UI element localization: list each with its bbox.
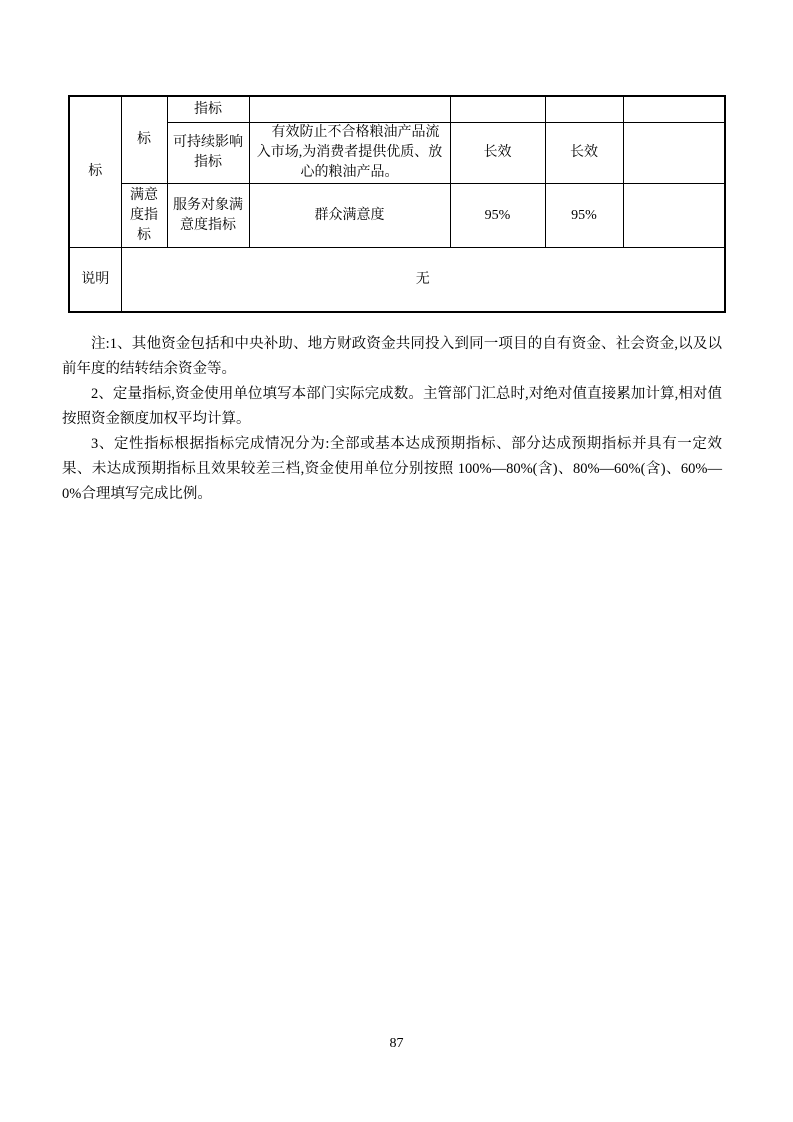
cell-empty-actual-header <box>545 96 623 123</box>
cell-satisfaction-actual: 95% <box>545 184 623 248</box>
cell-satisfaction-indicator: 群众满意度 <box>249 184 450 248</box>
table-row-remark <box>69 248 725 313</box>
notes-section <box>62 332 722 507</box>
cell-remark-label: 说明 <box>69 248 121 313</box>
note-3: 3、定性指标根据指标完成情况分为:全部或基本达成预期指标、部分达成预期指标并具有一定效果、未达成预期指标且效果较差三档,资金使用单位分别按照 100%—80%(含)、80%—60%(含)、60%—0%合理填写完成比例。 <box>62 436 722 502</box>
cell-satisfaction-category: 服务对象满意度指标 <box>167 184 249 248</box>
performance-indicator-table <box>68 95 726 313</box>
cell-sustain-category: 可持续影响指标 <box>167 123 249 184</box>
cell-sustain-actual: 长效 <box>545 123 623 184</box>
cell-sustain-indicator: 有效防止不合格粮油产品流入市场,为消费者提供优质、放心的粮油产品。 <box>249 123 450 184</box>
cell-empty-indicator-header <box>249 96 450 123</box>
cell-remark-value: 无 <box>121 248 725 313</box>
cell-sustain-extra <box>623 123 725 184</box>
cell-sustain-target: 长效 <box>450 123 545 184</box>
note-2: 2、定量指标,资金使用单位填写本部门实际完成数。主管部门汇总时,对绝对值直接累加计算,相对值按照资金额度加权平均计算。 <box>62 386 722 427</box>
cell-col2-continuation: 标 <box>121 96 167 184</box>
cell-col3-header-continuation: 指标 <box>167 96 249 123</box>
table-row-header-continuation <box>69 96 725 123</box>
note-1: 注:1、其他资金包括和中央补助、地方财政资金共同投入到同一项目的自有资金、社会资金,以及以前年度的结转结余资金等。 <box>62 336 722 377</box>
cell-satisfaction-extra <box>623 184 725 248</box>
cell-empty-target-header <box>450 96 545 123</box>
table-row-satisfaction <box>69 184 725 248</box>
cell-satisfaction-target: 95% <box>450 184 545 248</box>
table-row-sustainability <box>69 123 725 184</box>
cell-col1-continuation: 标 <box>69 96 121 248</box>
page-number: 87 <box>389 1036 404 1051</box>
cell-empty-extra-header <box>623 96 725 123</box>
cell-satisfaction-group: 满意度指标 <box>121 184 167 248</box>
